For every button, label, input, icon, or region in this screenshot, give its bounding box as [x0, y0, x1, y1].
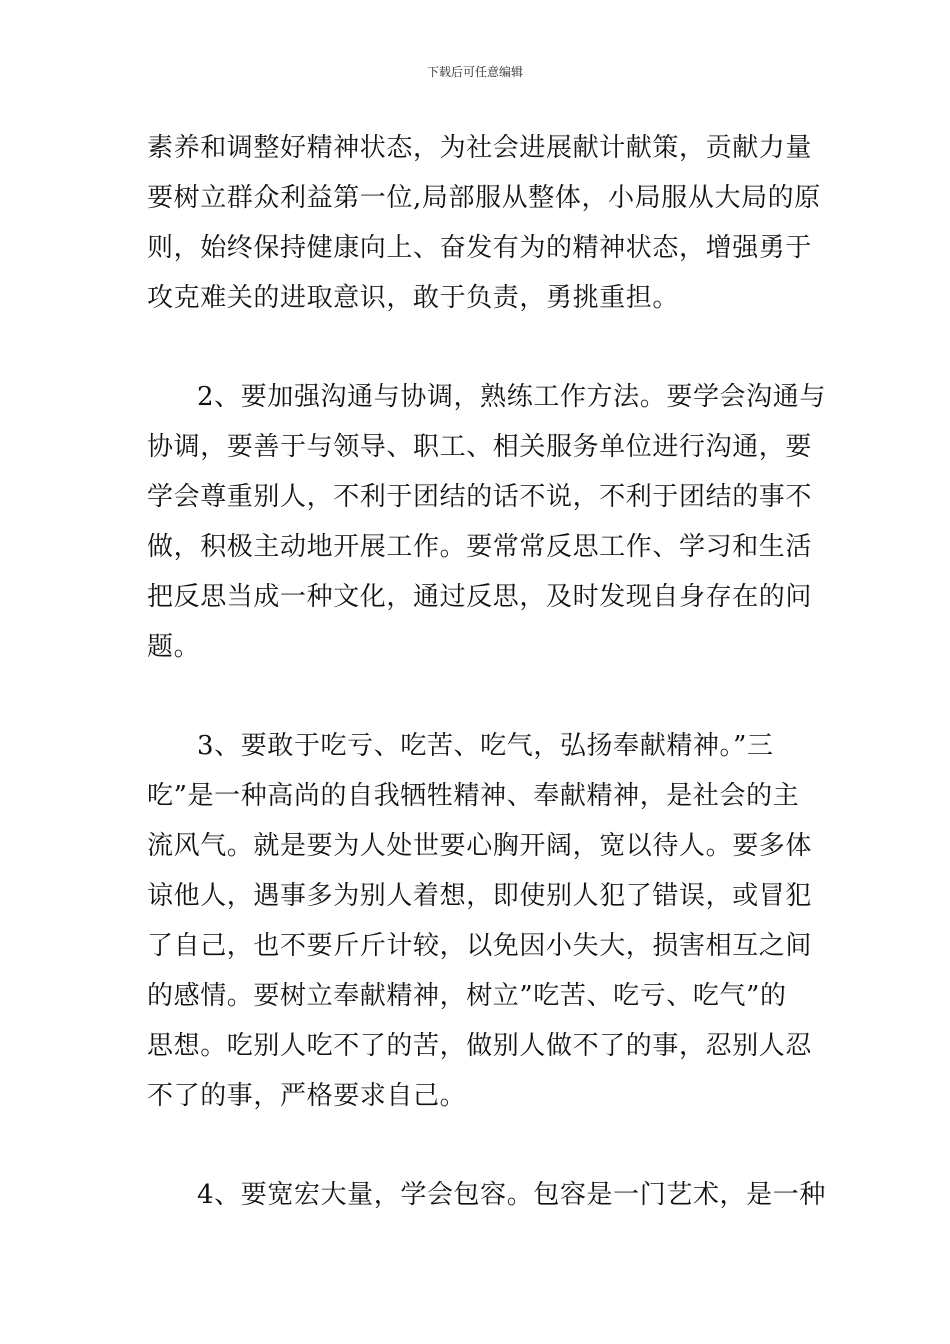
- text-line: 则，始终保持健康向上、奋发有为的精神状态，增强勇于: [147, 233, 813, 263]
- text-line: 把反思当成一种文化，通过反思，及时发现自身存在的问: [147, 582, 813, 612]
- text-line: 2、要加强沟通与协调，熟练工作方法。要学会沟通与: [197, 382, 826, 412]
- text-line: 3、要敢于吃亏、吃苦、吃气，弘扬奉献精神。”三: [197, 731, 774, 761]
- text-line: 4、要宽宏大量，学会包容。包容是一门艺术，是一种: [197, 1180, 826, 1210]
- text-line: 协调，要善于与领导、职工、相关服务单位进行沟通，要: [147, 432, 813, 462]
- text-line: 素养和调整好精神状态，为社会进展献计献策，贡献力量: [147, 133, 813, 163]
- text-line: 攻克难关的进取意识，敢于负责，勇挑重担。: [147, 283, 680, 313]
- text-line: 不了的事，严格要求自己。: [147, 1081, 467, 1111]
- text-line: 吃”是一种高尚的自我牺牲精神、奉献精神，是社会的主: [147, 781, 800, 811]
- text-line: 做，积极主动地开展工作。要常常反思工作、学习和生活: [147, 532, 813, 562]
- text-line: 学会尊重别人，不利于团结的话不说，不利于团结的事不: [147, 482, 813, 512]
- text-line: 的感情。要树立奉献精神，树立”吃苦、吃亏、吃气”的: [147, 981, 787, 1011]
- text-line: 题。: [147, 632, 201, 662]
- text-line: 流风气。就是要为人处世要心胸开阔，宽以待人。要多体: [147, 831, 813, 861]
- text-line: 谅他人，遇事多为别人着想，即使别人犯了错误，或冒犯: [147, 881, 813, 911]
- page-header: 下载后可任意编辑: [426, 65, 523, 79]
- text-line: 了自己，也不要斤斤计较，以免因小失大，损害相互之间: [147, 931, 813, 961]
- text-line: 思想。吃别人吃不了的苦，做别人做不了的事，忍别人忍: [147, 1031, 813, 1061]
- text-line: 要树立群众利益第一位,局部服从整体，小局服从大局的原: [147, 183, 821, 213]
